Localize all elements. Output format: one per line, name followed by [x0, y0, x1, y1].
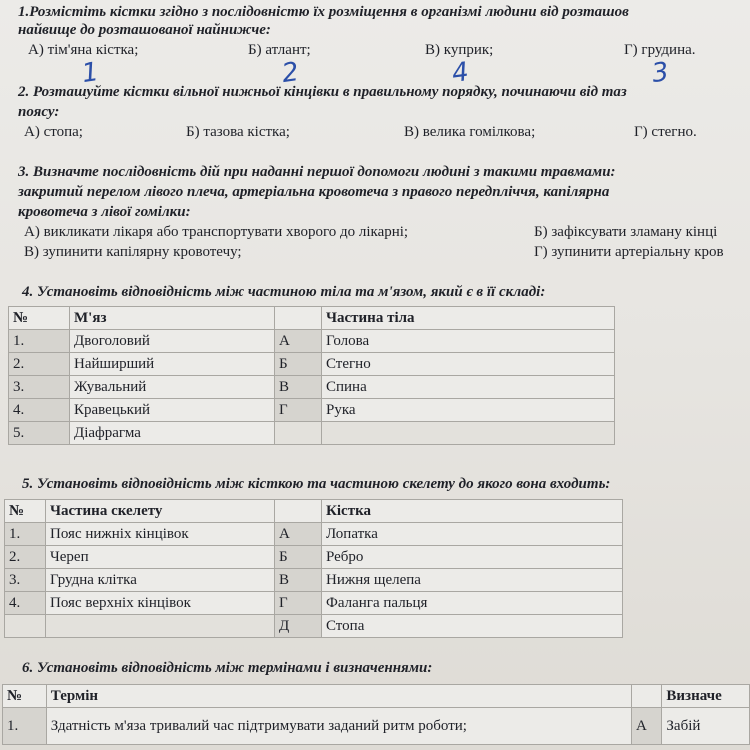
- q4-header-body-part: Частина тіла: [322, 307, 615, 330]
- q4-row1-body-part: Голова: [322, 330, 615, 353]
- q1-title-line2: найвище до розташованої найнижче:: [18, 22, 271, 38]
- q1-title-line1: 1.Розмістіть кістки згідно з послідовністю їх розміщення в організмі людини від розташов: [18, 4, 629, 20]
- q5-header-skeleton-part: Частина скелету: [46, 500, 275, 523]
- q1-handwritten-answer-b: 2: [279, 56, 301, 90]
- q1-handwritten-answer-a: 1: [79, 56, 101, 90]
- q6-row1-letter: А: [632, 708, 662, 745]
- q5-row3-number: 3.: [5, 569, 46, 592]
- q4-row1-number: 1.: [9, 330, 70, 353]
- q2-option-c: В) велика гомілкова;: [404, 124, 536, 140]
- q4-row5-letter: [275, 422, 322, 445]
- q1-handwritten-answer-c: 4: [449, 56, 471, 90]
- q5-row2-bone: Ребро: [322, 546, 623, 569]
- q5-header-number: №: [5, 500, 46, 523]
- q1-option-c: В) куприк;: [425, 42, 494, 58]
- q3-option-b: Б) зафіксувати зламану кінці: [534, 224, 718, 240]
- q6-header-row: [3, 685, 750, 708]
- q5-row5-skeleton-part: [46, 615, 275, 638]
- q5-row3-letter: В: [275, 569, 322, 592]
- q5-row2-number: 2.: [5, 546, 46, 569]
- q4-row2-number: 2.: [9, 353, 70, 376]
- q6-header-term: Термін: [46, 685, 631, 708]
- q6-table: [2, 684, 750, 745]
- q4-row5-muscle: Діафрагма: [70, 422, 275, 445]
- q4-row1-muscle: Двоголовий: [70, 330, 275, 353]
- q2-title-line1: 2. Розташуйте кістки вільної нижньої кінцівки в правильному порядку, починаючи від таз: [18, 84, 627, 100]
- table-row: [9, 422, 615, 445]
- q5-row2-letter: Б: [275, 546, 322, 569]
- table-row: [5, 615, 623, 638]
- q2-option-b: Б) тазова кістка;: [186, 124, 290, 140]
- q4-row3-body-part: Спина: [322, 376, 615, 399]
- q4-row2-letter: Б: [275, 353, 322, 376]
- q5-row5-number: [5, 615, 46, 638]
- table-row: [5, 569, 623, 592]
- q4-row2-muscle: Найширший: [70, 353, 275, 376]
- table-row: [9, 353, 615, 376]
- table-row: [5, 592, 623, 615]
- q5-header-row: [5, 500, 623, 523]
- q5-row2-skeleton-part: Череп: [46, 546, 275, 569]
- q4-row3-number: 3.: [9, 376, 70, 399]
- q5-row4-bone: Фаланга пальця: [322, 592, 623, 615]
- q1-handwritten-answer-d: 3: [649, 56, 671, 90]
- q5-header-bone: Кістка: [322, 500, 623, 523]
- q4-header-row: [9, 307, 615, 330]
- q5-row4-number: 4.: [5, 592, 46, 615]
- q6-header-definition: Визначе: [662, 685, 750, 708]
- q3-option-d: Г) зупинити артеріальну кров: [534, 244, 724, 260]
- q5-row1-bone: Лопатка: [322, 523, 623, 546]
- q2-option-a: А) стопа;: [24, 124, 83, 140]
- q5-row3-bone: Нижня щелепа: [322, 569, 623, 592]
- q4-row3-letter: В: [275, 376, 322, 399]
- q5-row1-number: 1.: [5, 523, 46, 546]
- q6-header-number: №: [3, 685, 47, 708]
- q5-header-letter: [275, 500, 322, 523]
- q4-row3-muscle: Жувальний: [70, 376, 275, 399]
- q2-title-line2: поясу:: [18, 104, 60, 120]
- q4-row1-letter: А: [275, 330, 322, 353]
- q6-row1-term: Здатність м'яза тривалий час підтримувати заданий ритм роботи;: [46, 708, 631, 745]
- table-row: [5, 523, 623, 546]
- q4-row4-number: 4.: [9, 399, 70, 422]
- q5-row5-letter: Д: [275, 615, 322, 638]
- q4-row5-body-part: [322, 422, 615, 445]
- q4-row2-body-part: Стегно: [322, 353, 615, 376]
- q3-option-a: А) викликати лікаря або транспортувати хворого до лікарні;: [24, 224, 409, 240]
- q5-row3-skeleton-part: Грудна клітка: [46, 569, 275, 592]
- q2-option-d: Г) стегно.: [634, 124, 697, 140]
- q6-header-letter: [632, 685, 662, 708]
- q5-row4-skeleton-part: Пояс верхніх кінцівок: [46, 592, 275, 615]
- q6-title: 6. Установіть відповідність між термінами і визначеннями:: [22, 660, 433, 676]
- q4-table: [8, 306, 615, 445]
- q4-row5-number: 5.: [9, 422, 70, 445]
- q4-row4-body-part: Рука: [322, 399, 615, 422]
- q4-row4-letter: Г: [275, 399, 322, 422]
- q5-row5-bone: Стопа: [322, 615, 623, 638]
- q5-table: [4, 499, 623, 638]
- table-row: [5, 546, 623, 569]
- q5-row1-skeleton-part: Пояс нижніх кінцівок: [46, 523, 275, 546]
- table-row: [9, 399, 615, 422]
- q3-title-line3: кровотеча з лівої гомілки:: [18, 204, 191, 220]
- q3-option-c: В) зупинити капілярну кровотечу;: [24, 244, 242, 260]
- q4-header-number: №: [9, 307, 70, 330]
- q4-title: 4. Установіть відповідність між частиною тіла та м'язом, який є в її складі:: [22, 284, 546, 300]
- q5-row4-letter: Г: [275, 592, 322, 615]
- q6-row1-number: 1.: [3, 708, 47, 745]
- table-row: [3, 708, 750, 745]
- q3-title-line2: закритий перелом лівого плеча, артеріальна кровотеча з правого передпліччя, капілярна: [18, 184, 610, 200]
- q1-option-a: А) тім'яна кістка;: [28, 42, 139, 58]
- table-row: [9, 330, 615, 353]
- table-row: [9, 376, 615, 399]
- q1-option-d: Г) грудина.: [624, 42, 696, 58]
- q6-row1-definition: Забій: [662, 708, 750, 745]
- q3-title-line1: 3. Визначте послідовність дій при наданні першої допомоги людині з такими травмами:: [18, 164, 616, 180]
- q4-header-letter: [275, 307, 322, 330]
- q1-option-b: Б) атлант;: [248, 42, 311, 58]
- q5-title: 5. Установіть відповідність між кісткою та частиною скелету до якого вона входить:: [22, 476, 611, 492]
- q4-row4-muscle: Кравецький: [70, 399, 275, 422]
- q5-row1-letter: А: [275, 523, 322, 546]
- q4-header-muscle: М'яз: [70, 307, 275, 330]
